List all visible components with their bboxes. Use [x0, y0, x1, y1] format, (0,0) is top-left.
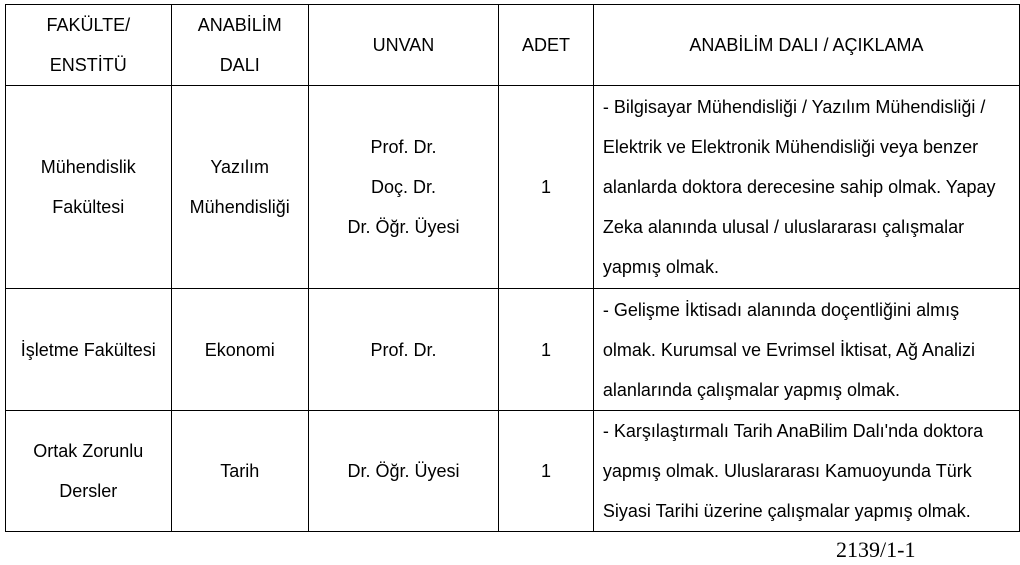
header-department-line: ANABİLİM	[197, 15, 282, 35]
table-row	[6, 411, 1020, 532]
positions-table	[5, 4, 1020, 532]
department-line: Tarih	[220, 461, 260, 481]
count-cell: 1	[499, 86, 594, 289]
faculty-line: İşletme Fakültesi	[20, 339, 156, 360]
faculty-line: Dersler	[59, 481, 118, 501]
faculty-line: Ortak Zorunlu	[33, 441, 144, 461]
description-text: - Bilgisayar Mühendisliği / Yazılım Mühendisliği / Elektrik ve Elektronik Mühendisliği veya benzer alanlarda doktora derecesine sahip olmak. Yapay Zeka alanında ulusal / uluslararası çalışmalar yapmış olmak.	[602, 97, 996, 277]
title-cell	[308, 86, 498, 289]
title-line: Doç. Dr.	[370, 177, 436, 197]
count-cell: 1	[499, 289, 594, 411]
header-title: UNVAN	[308, 5, 498, 86]
faculty-cell	[6, 411, 172, 532]
title-line: Prof. Dr.	[370, 339, 437, 360]
description-cell	[593, 86, 1019, 289]
count-cell: 1	[499, 411, 594, 532]
department-line: Yazılım	[210, 157, 270, 177]
header-faculty	[6, 5, 172, 86]
header-faculty-line: ENSTİTÜ	[49, 55, 127, 75]
header-faculty-line: FAKÜLTE/	[46, 15, 131, 35]
title-line: Prof. Dr.	[370, 137, 437, 157]
department-line: Ekonomi	[204, 339, 275, 360]
department-cell	[171, 289, 308, 411]
faculty-line: Mühendislik	[40, 157, 136, 177]
header-description: ANABİLİM DALI / AÇIKLAMA	[593, 5, 1019, 86]
department-cell	[171, 86, 308, 289]
header-count: ADET	[499, 5, 594, 86]
table-row	[6, 86, 1020, 289]
description-text: - Karşılaştırmalı Tarih AnaBilim Dalı'nda doktora yapmış olmak. Uluslararası Kamuoyunda Türk Siyasi Tarihi üzerine çalışmalar yapmış olmak.	[602, 421, 984, 521]
table-row	[6, 289, 1020, 411]
title-line: Dr. Öğr. Üyesi	[347, 217, 460, 237]
header-department	[171, 5, 308, 86]
title-line: Dr. Öğr. Üyesi	[347, 461, 460, 481]
header-department-line: DALI	[219, 55, 260, 75]
page-number: 2139/1-1	[836, 537, 916, 562]
faculty-cell	[6, 289, 172, 411]
description-text: - Gelişme İktisadı alanında doçentliğini almış olmak. Kurumsal ve Evrimsel İktisat, Ağ Analizi alanlarında çalışmalar yapmış olmak.	[602, 299, 976, 400]
table-header-row	[6, 5, 1020, 86]
faculty-line: Fakültesi	[52, 197, 125, 217]
title-cell	[308, 289, 498, 411]
description-cell	[593, 411, 1019, 532]
department-cell	[171, 411, 308, 532]
description-cell	[593, 289, 1019, 411]
title-cell	[308, 411, 498, 532]
department-line: Mühendisliği	[189, 197, 290, 217]
faculty-cell	[6, 86, 172, 289]
